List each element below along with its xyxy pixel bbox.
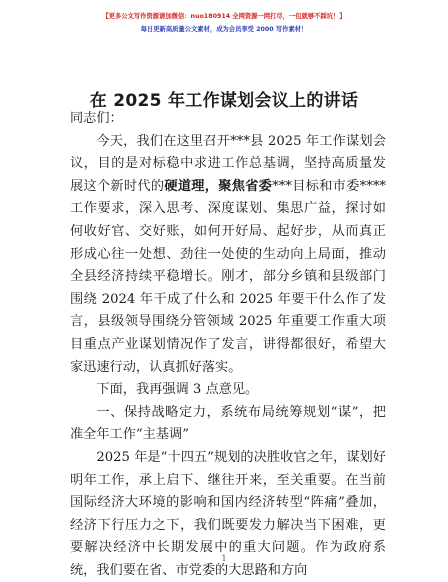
paragraph-1-part-1: 今天，我们在这里召开***县 2025 年工作谋划会议，目的是对标稳中求进工作总基调，坚持高质量发展这个新时代的 (70, 133, 386, 194)
paragraph-4: 2025 年是“十四五”规划的决胜收官之年，谋划好明年工作，承上启下、继往开来，至关重要。在当前国际经济大环境的影响和国内经济转型“阵痛”叠加，经济下行压力之下，我们既要发力解决当下困难，更要解决经济中长期发展中的重大问题。作为政府系统，我们要在省、市党委的大思路和方向 (70, 449, 386, 578)
section-heading-1: 一、保持战略定力，系统布局统筹规划“谋”，把准全年工作“主基调” (70, 404, 386, 443)
document-title: 在 2025 年工作谋划会议上的讲话 (89, 91, 359, 111)
salutation: 同志们： (70, 111, 123, 126)
page-number: 1 (221, 554, 227, 563)
paragraph-2: 下面，我再强调 3 点意见。 (96, 382, 259, 398)
promo-line-1: 【更多公文写作资源请加微信：nuo180914 全网资源一网打尽，一包就够不踩坑！】 (102, 13, 346, 20)
paragraph-1-bold: 硬道理，聚焦省委 (164, 178, 273, 194)
promo-banner (0, 10, 448, 36)
document-body (70, 108, 386, 582)
promo-line-2: 每日更新高质量公文素材，成为会员享受 2000 写作素材！ (140, 26, 308, 33)
paragraph-1-part-2: ***目标和市委****工作要求，深入思考、深度谋划、集思广益，探讨如何收好官、交好账，如何开好局、起好步，从而真正形成心往一处想、劲往一处使的生动向上局面，推动全县经济持续平稳增长。刚才，部分乡镇和县级部门围绕 2024 年干成了什么和 2025 年要干什么作了发言，县级领导围绕分管领域 2025 年重要工作重大项目重点产业谋划情况作了发言，讲得都很好，希望大家迅速行动，认真抓好落实。 (70, 178, 387, 375)
paragraph-1 (70, 131, 386, 380)
